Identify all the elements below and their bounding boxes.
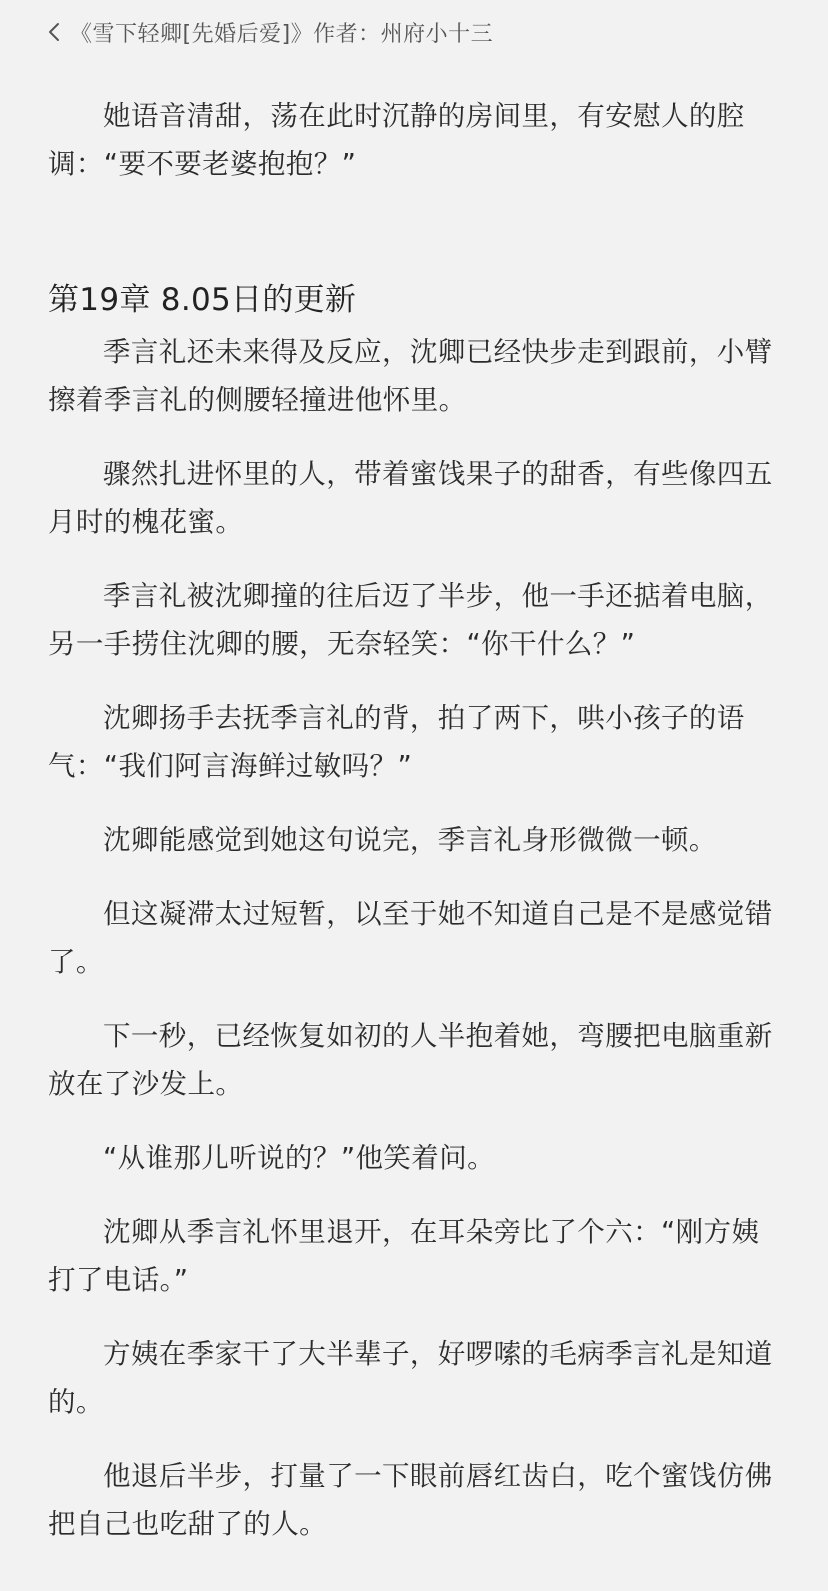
reader-header — [0, 0, 828, 64]
paragraph: 季言礼还未来得及反应，沈卿已经快步走到跟前，小臂擦着季言礼的侧腰轻撞进他怀里。 — [48, 336, 773, 416]
reader-content — [48, 92, 784, 1574]
paragraph: 沈卿扬手去抚季言礼的背，拍了两下，哄小孩子的语气：“我们阿言海鲜过敏吗？” — [48, 702, 745, 782]
paragraph: 季言礼被沈卿撞的往后迈了半步，他一手还掂着电脑，另一手捞住沈卿的腰，无奈轻笑：“你干什么？” — [48, 580, 773, 660]
paragraph: 他退后半步，打量了一下眼前唇红齿白，吃个蜜饯仿佛把自己也吃甜了的人。 — [48, 1460, 773, 1540]
paragraph: 沈卿能感觉到她这句说完，季言礼身形微微一顿。 — [103, 824, 717, 856]
paragraph: 沈卿从季言礼怀里退开，在耳朵旁比了个六：“刚方姨打了电话。” — [48, 1216, 760, 1296]
intro-paragraph: 她语音清甜，荡在此时沉静的房间里，有安慰人的腔调：“要不要老婆抱抱？” — [48, 100, 745, 180]
paragraph: 方姨在季家干了大半辈子，好啰嗦的毛病季言礼是知道的。 — [48, 1338, 773, 1418]
paragraph: “从谁那儿听说的？”他笑着问。 — [103, 1142, 495, 1174]
book-title: 《雪下轻卿[先婚后爱]》作者：州府小十三 — [70, 21, 494, 47]
paragraph: 但这凝滞太过短暂，以至于她不知道自己是不是感觉错了。 — [48, 898, 773, 978]
chevron-left-icon[interactable] — [40, 18, 68, 46]
chapter-title: 第19章 8.05日的更新 — [48, 282, 357, 318]
paragraph: 骤然扎进怀里的人，带着蜜饯果子的甜香，有些像四五月时的槐花蜜。 — [48, 458, 773, 538]
paragraph: 下一秒，已经恢复如初的人半抱着她，弯腰把电脑重新放在了沙发上。 — [48, 1020, 773, 1100]
